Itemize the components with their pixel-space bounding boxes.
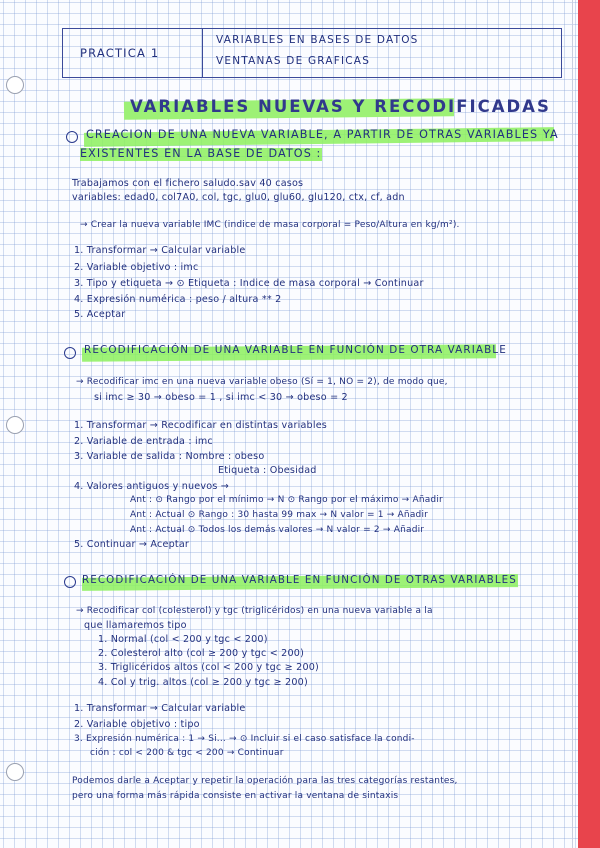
section1-step-1: 1. Transformar → Calcular variable: [74, 245, 246, 256]
section3-intro-1: → Recodificar col (colesterol) y tgc (triglicéridos) en una nueva variable a la: [76, 606, 433, 616]
section1-bullet-icon: [66, 131, 78, 143]
section2-heading: RECODIFICACIÓN DE UNA VARIABLE EN FUNCIÓN DE OTRA VARIABLE: [84, 344, 507, 356]
section2-step-4: 4. Valores antiguos y nuevos →: [74, 481, 230, 492]
section1-intro-1: Trabajamos con el fichero saludo.sav 40 casos: [72, 178, 304, 189]
page-title: VARIABLES NUEVAS Y RECODIFICADAS: [130, 97, 551, 116]
section3-case-4: 4. Col y trig. altos (col ≥ 200 y tgc ≥ 200): [98, 677, 308, 688]
practice-label: PRACTICA 1: [80, 46, 160, 60]
section3-case-2: 2. Colesterol alto (col ≥ 200 y tgc < 200): [98, 648, 305, 659]
section3-bullet-icon: [64, 576, 76, 588]
binder-hole-bottom: [6, 763, 24, 781]
section3-step-2: 2. Variable objetivo : tipo: [74, 719, 200, 730]
section1-step-5: 5. Aceptar: [74, 309, 126, 320]
section2-intro-2: si imc ≥ 30 → obeso = 1 , si imc < 30 → obeso = 2: [94, 392, 348, 403]
section2-range-1: Ant : ⊙ Rango por el mínimo → N ⊙ Rango por el máximo → Añadir: [130, 495, 443, 505]
section1-intro-3: → Crear la nueva variable IMC (indice de masa corporal = Peso/Altura en kg/m²).: [80, 220, 460, 230]
section2-intro-1: → Recodificar imc en una nueva variable obeso (Sí = 1, NO = 2), de modo que,: [76, 377, 448, 387]
section1-heading-line2: EXISTENTES EN LA BASE DE DATOS :: [80, 147, 322, 160]
section3-closing-1: Podemos darle a Aceptar y repetir la operación para las tres categorías restantes,: [72, 776, 458, 786]
section2-step-3-label: Etiqueta : Obesidad: [218, 465, 317, 476]
section2-range-2: Ant : Actual ⊙ Rango : 30 hasta 99 max → N valor = 1 → Añadir: [130, 510, 429, 520]
section1-heading-line1: CREACION DE UNA NUEVA VARIABLE, A PARTIR DE OTRAS VARIABLES YA: [86, 128, 559, 141]
section2-range-3: Ant : Actual ⊙ Todos los demás valores → N valor = 2 → Añadir: [130, 525, 425, 535]
binder-hole-middle: [6, 416, 24, 434]
page-margin-line: [572, 0, 573, 848]
section1-intro-2: variables: edad0, col7A0, col, tgc, glu0, glu60, glu120, ctx, cf, adn: [72, 192, 405, 203]
binder-hole-top: [6, 76, 24, 94]
section2-step-2: 2. Variable de entrada : imc: [74, 436, 213, 447]
header-divider: [202, 28, 203, 78]
section3-step-1: 1. Transformar → Calcular variable: [74, 703, 246, 714]
section3-intro-2: que llamaremos tipo: [84, 620, 187, 631]
topic-line-1: VARIABLES EN BASES DE DATOS: [216, 34, 419, 46]
section3-step-3: 3. Expresión numérica : 1 → Si... → ⊙ Incluir si el caso satisface la condi-: [74, 734, 415, 744]
section1-step-3: 3. Tipo y etiqueta → ⊙ Etiqueta : Indice de masa corporal → Continuar: [74, 278, 424, 289]
section2-step-1: 1. Transformar → Recodificar en distintas variables: [74, 420, 327, 431]
section3-heading: RECODIFICACIÓN DE UNA VARIABLE EN FUNCIÓN DE OTRAS VARIABLES: [82, 574, 517, 586]
section1-step-4: 4. Expresión numérica : peso / altura ** 2: [74, 294, 282, 305]
section3-step-3-cont: ción : col < 200 & tgc < 200 → Continuar: [90, 748, 284, 758]
section2-bullet-icon: [64, 347, 76, 359]
section2-step-3: 3. Variable de salida : Nombre : obeso: [74, 451, 265, 462]
section2-step-5: 5. Continuar → Aceptar: [74, 539, 190, 550]
section3-case-1: 1. Normal (col < 200 y tgc < 200): [98, 634, 268, 645]
topic-line-2: VENTANAS DE GRAFICAS: [216, 55, 371, 67]
section3-case-3: 3. Triglicéridos altos (col < 200 y tgc ≥ 200): [98, 662, 319, 673]
section3-closing-2: pero una forma más rápida consiste en activar la ventana de sintaxis: [72, 791, 399, 801]
red-margin-bar: [578, 0, 600, 848]
section1-step-2: 2. Variable objetivo : imc: [74, 262, 199, 273]
